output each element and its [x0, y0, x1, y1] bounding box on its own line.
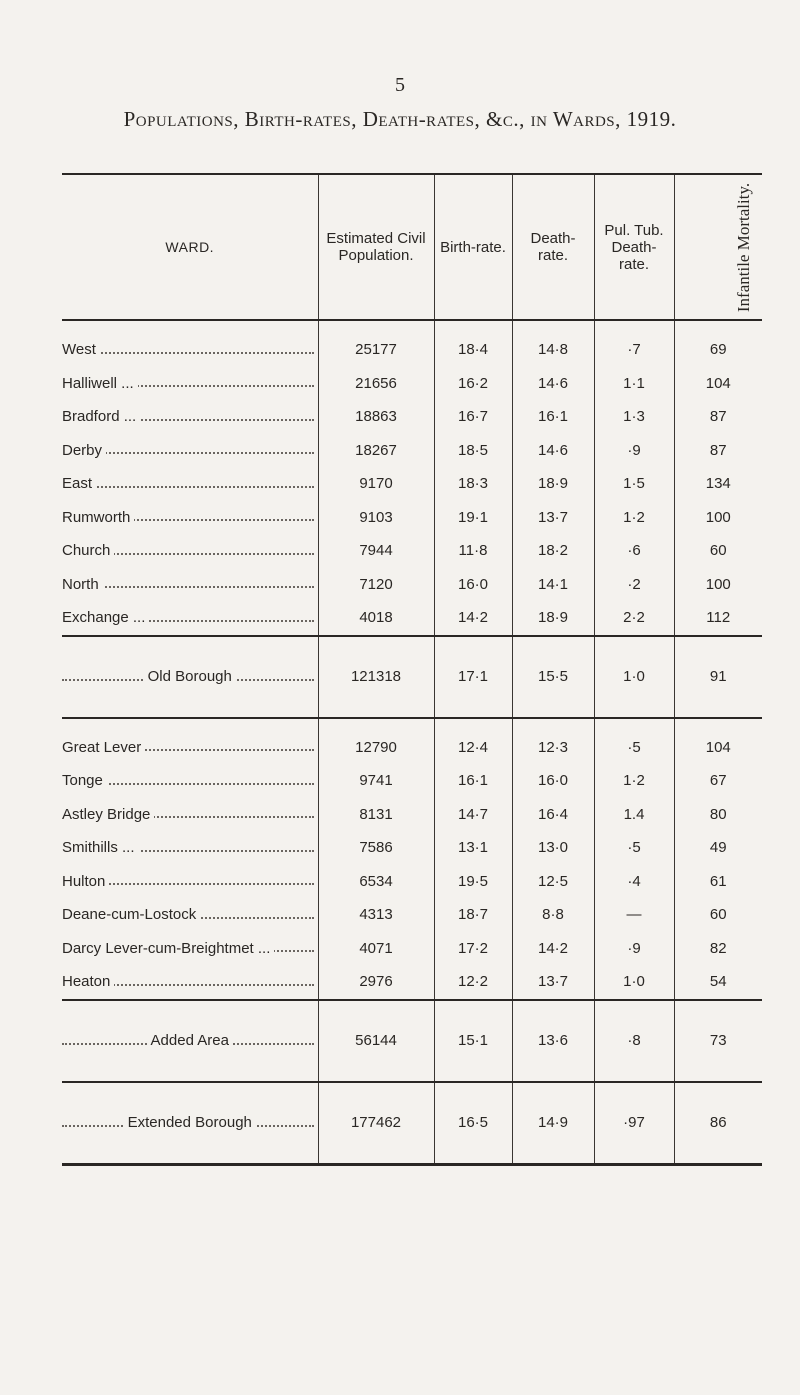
pul-tub-cell: ·6	[594, 534, 674, 568]
ward-name-cell	[62, 1082, 318, 1165]
ward-name-cell	[62, 798, 318, 832]
infantile-cell: 100	[674, 568, 762, 602]
ward-name: East	[62, 475, 96, 492]
pul-tub-cell: 1·2	[594, 501, 674, 535]
ward-name: Rumworth	[62, 509, 134, 526]
table-row	[62, 831, 762, 865]
ward-name: Derby	[62, 442, 106, 459]
infantile-cell: 49	[674, 831, 762, 865]
ward-statistics-table	[62, 173, 762, 1166]
birth-rate-cell: 13·1	[434, 831, 512, 865]
ward-name-cell	[62, 932, 318, 966]
pul-tub-cell: 1·1	[594, 367, 674, 401]
population-cell: 2976	[318, 965, 434, 1000]
infantile-cell: 91	[674, 636, 762, 718]
pul-tub-cell: ·8	[594, 1000, 674, 1082]
header-death-rate: Death-rate.	[512, 174, 594, 320]
death-rate-cell: 13·7	[512, 501, 594, 535]
death-rate-cell: 13·6	[512, 1000, 594, 1082]
pul-tub-cell: ·5	[594, 831, 674, 865]
death-rate-cell: 12·5	[512, 865, 594, 899]
ward-statistics-table-container	[62, 173, 762, 1166]
population-cell: 7120	[318, 568, 434, 602]
header-infantile-mortality	[674, 174, 762, 320]
population-cell: 56144	[318, 1000, 434, 1082]
population-cell: 4313	[318, 898, 434, 932]
table-row	[62, 400, 762, 434]
infantile-cell: 87	[674, 434, 762, 468]
death-rate-cell: 13·0	[512, 831, 594, 865]
ward-name: Old Borough	[144, 668, 236, 685]
population-cell: 121318	[318, 636, 434, 718]
death-rate-cell: 8·8	[512, 898, 594, 932]
pul-tub-cell: 1·0	[594, 636, 674, 718]
header-pul-tub-death-rate: Pul. Tub. Death-rate.	[594, 174, 674, 320]
pul-tub-cell: —	[594, 898, 674, 932]
extended-borough-total-row	[62, 1082, 762, 1165]
death-rate-cell: 14·1	[512, 568, 594, 602]
infantile-cell: 82	[674, 932, 762, 966]
table-row	[62, 534, 762, 568]
ward-name: Extended Borough	[124, 1114, 256, 1131]
page-title: Populations, Birth-rates, Death-rates, &c., in Wards, 1919.	[123, 107, 677, 131]
infantile-cell: 134	[674, 467, 762, 501]
pul-tub-cell: ·4	[594, 865, 674, 899]
birth-rate-cell: 18·7	[434, 898, 512, 932]
population-cell: 8131	[318, 798, 434, 832]
death-rate-cell: 16·0	[512, 764, 594, 798]
death-rate-cell: 14·6	[512, 367, 594, 401]
population-cell: 7944	[318, 534, 434, 568]
ward-name-cell	[62, 898, 318, 932]
ward-name: Deane-cum-Lostock	[62, 906, 200, 923]
ward-name: Exchange ...	[62, 609, 149, 626]
birth-rate-cell: 16·7	[434, 400, 512, 434]
ward-name-cell	[62, 865, 318, 899]
birth-rate-cell: 11·8	[434, 534, 512, 568]
population-cell: 4071	[318, 932, 434, 966]
ward-name: Church	[62, 542, 114, 559]
pul-tub-cell: 2·2	[594, 601, 674, 636]
table-row	[62, 865, 762, 899]
table-row	[62, 501, 762, 535]
infantile-mortality-label: Infantile Mortality.	[733, 182, 753, 312]
ward-name: Great Lever	[62, 739, 145, 756]
table-row	[62, 731, 762, 765]
death-rate-cell: 14·6	[512, 434, 594, 468]
population-cell: 9170	[318, 467, 434, 501]
birth-rate-cell: 16·0	[434, 568, 512, 602]
pul-tub-cell: ·9	[594, 932, 674, 966]
infantile-cell: 67	[674, 764, 762, 798]
table-row	[62, 898, 762, 932]
birth-rate-cell: 19·1	[434, 501, 512, 535]
infantile-cell: 69	[674, 333, 762, 367]
header-population: Estimated Civil Population.	[318, 174, 434, 320]
ward-name-cell	[62, 434, 318, 468]
population-cell: 12790	[318, 731, 434, 765]
ward-name: Bradford ...	[62, 408, 140, 425]
death-rate-cell: 14·9	[512, 1082, 594, 1165]
ward-name: Added Area	[147, 1032, 233, 1049]
birth-rate-cell: 19·5	[434, 865, 512, 899]
header-row	[62, 174, 762, 320]
population-cell: 177462	[318, 1082, 434, 1165]
infantile-cell: 61	[674, 865, 762, 899]
ward-name-cell	[62, 534, 318, 568]
ward-name-cell	[62, 367, 318, 401]
death-rate-cell: 14·2	[512, 932, 594, 966]
old-borough-total-row	[62, 636, 762, 718]
ward-name: West	[62, 341, 100, 358]
table-body	[62, 320, 762, 1164]
ward-name-cell	[62, 501, 318, 535]
birth-rate-cell: 18·5	[434, 434, 512, 468]
dot-leader	[62, 486, 314, 488]
ward-name-cell	[62, 764, 318, 798]
pul-tub-cell: ·5	[594, 731, 674, 765]
population-cell: 9741	[318, 764, 434, 798]
infantile-cell: 86	[674, 1082, 762, 1165]
table-row	[62, 764, 762, 798]
birth-rate-cell: 17·2	[434, 932, 512, 966]
pul-tub-cell: 1·3	[594, 400, 674, 434]
infantile-cell: 100	[674, 501, 762, 535]
infantile-cell: 60	[674, 534, 762, 568]
added-area-total-row	[62, 1000, 762, 1082]
death-rate-cell: 15·5	[512, 636, 594, 718]
population-cell: 21656	[318, 367, 434, 401]
pul-tub-cell: ·2	[594, 568, 674, 602]
table-row	[62, 965, 762, 1000]
table-row	[62, 467, 762, 501]
pul-tub-cell: 1·0	[594, 965, 674, 1000]
ward-name: Heaton	[62, 973, 114, 990]
infantile-cell: 87	[674, 400, 762, 434]
ward-name-cell	[62, 831, 318, 865]
population-cell: 25177	[318, 333, 434, 367]
death-rate-cell: 13·7	[512, 965, 594, 1000]
population-cell: 18267	[318, 434, 434, 468]
ward-name: Darcy Lever-cum-Breightmet ...	[62, 940, 274, 957]
death-rate-cell: 14·8	[512, 333, 594, 367]
death-rate-cell: 18·9	[512, 467, 594, 501]
infantile-cell: 104	[674, 731, 762, 765]
pul-tub-cell: 1·5	[594, 467, 674, 501]
infantile-cell: 73	[674, 1000, 762, 1082]
table-row	[62, 932, 762, 966]
birth-rate-cell: 15·1	[434, 1000, 512, 1082]
table-row	[62, 601, 762, 636]
header-birth-rate: Birth-rate.	[434, 174, 512, 320]
birth-rate-cell: 12·4	[434, 731, 512, 765]
table-row	[62, 367, 762, 401]
death-rate-cell: 18·2	[512, 534, 594, 568]
population-cell: 9103	[318, 501, 434, 535]
ward-name-cell	[62, 568, 318, 602]
page-number: 5	[395, 74, 405, 96]
death-rate-cell: 16·4	[512, 798, 594, 832]
birth-rate-cell: 18·4	[434, 333, 512, 367]
birth-rate-cell: 12·2	[434, 965, 512, 1000]
ward-name-cell	[62, 1000, 318, 1082]
ward-name-cell	[62, 636, 318, 718]
header-ward: WARD.	[62, 174, 318, 320]
birth-rate-cell: 16·2	[434, 367, 512, 401]
ward-name: North	[62, 576, 103, 593]
ward-name: Hulton	[62, 873, 109, 890]
birth-rate-cell: 17·1	[434, 636, 512, 718]
ward-name: Smithills ...	[62, 839, 139, 856]
population-cell: 18863	[318, 400, 434, 434]
ward-name: Halliwell ...	[62, 375, 138, 392]
table-row	[62, 434, 762, 468]
table-row	[62, 798, 762, 832]
population-cell: 4018	[318, 601, 434, 636]
pul-tub-cell: ·9	[594, 434, 674, 468]
birth-rate-cell: 14·7	[434, 798, 512, 832]
ward-name-cell	[62, 333, 318, 367]
table-row	[62, 568, 762, 602]
infantile-cell: 80	[674, 798, 762, 832]
birth-rate-cell: 14·2	[434, 601, 512, 636]
birth-rate-cell: 16·5	[434, 1082, 512, 1165]
pul-tub-cell: ·7	[594, 333, 674, 367]
death-rate-cell: 12·3	[512, 731, 594, 765]
infantile-cell: 54	[674, 965, 762, 1000]
ward-name-cell	[62, 467, 318, 501]
spacer-row	[62, 718, 762, 731]
ward-name-cell	[62, 601, 318, 636]
ward-name-cell	[62, 731, 318, 765]
death-rate-cell: 16·1	[512, 400, 594, 434]
infantile-cell: 60	[674, 898, 762, 932]
table-header	[62, 174, 762, 320]
birth-rate-cell: 16·1	[434, 764, 512, 798]
spacer-row	[62, 320, 762, 333]
pul-tub-cell: 1·2	[594, 764, 674, 798]
infantile-cell: 104	[674, 367, 762, 401]
ward-name: Tonge	[62, 772, 107, 789]
pul-tub-cell: ·97	[594, 1082, 674, 1165]
ward-name-cell	[62, 400, 318, 434]
population-cell: 6534	[318, 865, 434, 899]
death-rate-cell: 18·9	[512, 601, 594, 636]
ward-name: Astley Bridge	[62, 806, 154, 823]
birth-rate-cell: 18·3	[434, 467, 512, 501]
table-row	[62, 333, 762, 367]
ward-name-cell	[62, 965, 318, 1000]
infantile-cell: 112	[674, 601, 762, 636]
population-cell: 7586	[318, 831, 434, 865]
pul-tub-cell: 1.4	[594, 798, 674, 832]
